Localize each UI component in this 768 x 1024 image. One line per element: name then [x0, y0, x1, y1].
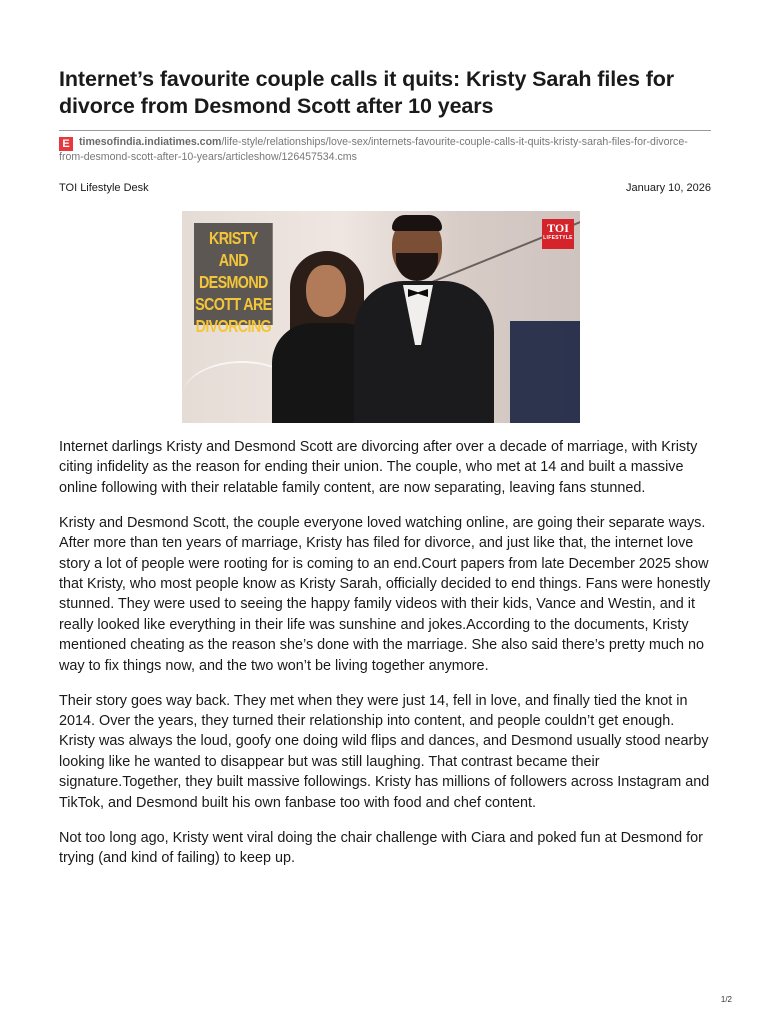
man-hair	[392, 215, 442, 231]
man-beard	[396, 253, 438, 281]
article-body	[59, 437, 711, 869]
byline	[59, 182, 711, 194]
article-author: TOI Lifestyle Desk	[59, 182, 149, 194]
hero-image	[182, 211, 580, 423]
source-logo-icon: E	[59, 137, 73, 151]
article-paragraph: Not too long ago, Kristy went viral doing the chair challenge with Ciara and poked fun at Desmond for trying (and kind of failing) to keep up.	[59, 829, 703, 867]
image-overlay-title: KRISTY AND DESMOND SCOTT ARE DIVORCING	[194, 223, 273, 325]
source-path[interactable]: /life-style/relationships/love-sex/internets-favourite-couple-calls-it-quits-kristy-sarah-files-for-divorce-from-desmond-scott-after-10-years/articleshow/126457534.cms	[59, 136, 688, 163]
source-url[interactable]	[59, 136, 711, 164]
headline-divider	[59, 130, 711, 131]
page-number: 1/2	[720, 995, 732, 1004]
source-domain[interactable]: timesofindia.indiatimes.com	[79, 136, 222, 148]
article-page	[59, 66, 711, 883]
toi-lifestyle-logo	[542, 219, 574, 249]
article-paragraph: Internet darlings Kristy and Desmond Scott are divorcing after over a decade of marriage, with Kristy citing infidelity as the reason for ending their union. The couple, who met at 14 and built a massive online following with their relatable family content, are now separating, leaving fans stunned.	[59, 439, 698, 496]
woman-face	[306, 265, 346, 317]
article-paragraph: Kristy and Desmond Scott, the couple everyone loved watching online, are going their separate ways. After more than ten years of marriage, Kristy has filed for divorce, and just like that, the internet love story a lot of people were rooting for is coming to an end.Court papers from late December 2025 show that Kristy, who most people know as Kristy Sarah, officially decided to end things. Fans were honestly stunned. They were used to seeing the happy family videos with their kids, Vance and Westin, and it really looked like everything in their life was sunshine and jokes.According to the documents, Kristy mentioned cheating as the reason she’s done with the marriage. She also said there’s pretty much no way to fix things now, and the two won’t be living together anymore.	[59, 514, 711, 674]
toi-logo-sub: LIFESTYLE	[543, 235, 573, 241]
toi-logo-main: TOI	[547, 221, 569, 235]
article-paragraph: Their story goes way back. They met when they were just 14, fell in love, and finally tied the knot in 2014. Over the years, they turned their relationship into content, and people couldn’t get enough. Kristy was always the loud, goofy one doing wild flips and dances, and Desmond usually stood nearby looking like he wanted to disappear but was still laughing. That contrast became their signature.Together, they built massive followings. Kristy has millions of followers across Instagram and TikTok, and Desmond built his own fanbase too with food and chef content.	[59, 692, 710, 811]
background-shadow	[510, 321, 580, 423]
article-date: January 10, 2026	[625, 182, 711, 194]
article-headline: Internet’s favourite couple calls it quits: Kristy Sarah files for divorce from Desmond Scott after 10 years	[59, 67, 675, 118]
